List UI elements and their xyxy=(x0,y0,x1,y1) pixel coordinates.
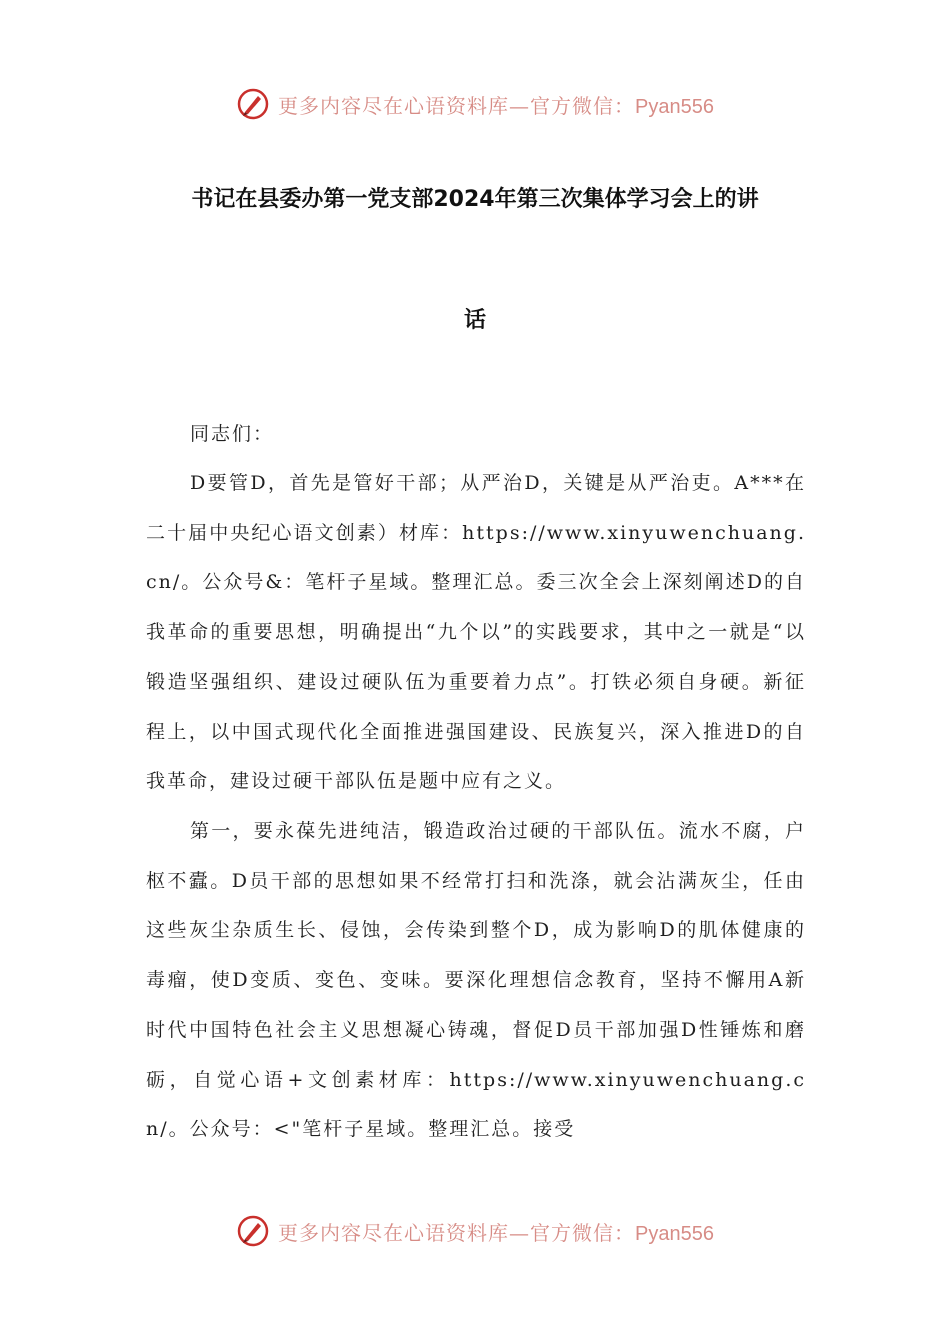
watermark-footer xyxy=(0,1211,950,1251)
watermark-header xyxy=(0,84,950,124)
body-paragraph-2: 第一，要永葆先进纯洁，锻造政治过硬的干部队伍。流水不腐，户枢不蠹。D员干部的思想如果不经常打扫和洗涤，就会沾满灰尘，任由这些灰尘杂质生长、侵蚀，会传染到整个D，成为影响D的肌体健康的毒瘤，使D变质、变色、变味。要深化理想信念教育，坚持不懈用A新时代中国特色社会主义思想凝心铸魂，督促D员干部加强D性锤炼和磨砺，自觉心语+文创素材库：https://www.xinyuwenchuang.cn/。公众号：<"笔杆子星域。整理汇总。接受 xyxy=(146,820,806,1141)
pen-logo-icon xyxy=(236,1214,270,1248)
watermark-text: 更多内容尽在心语资料库—官方微信：Pyan556 xyxy=(278,93,714,118)
pen-logo-icon xyxy=(236,87,270,121)
watermark-text: 更多内容尽在心语资料库—官方微信：Pyan556 xyxy=(278,1220,714,1245)
wechat-id: Pyan556 xyxy=(635,95,714,118)
document-title-line1: 书记在县委办第一党支部2024年第三次集体学习会上的讲 xyxy=(191,187,759,212)
wechat-id: Pyan556 xyxy=(635,1222,714,1245)
document-title-line2: 话 xyxy=(463,308,486,333)
body-paragraph-1: D要管D，首先是管好干部；从严治D，关键是从严治吏。A***在二十届中央纪心语文创素）材库：https://www.xinyuwenchuang.cn/。公众号&：笔杆子星域。整理汇总。委三次全会上深刻阐述D的自我革命的重要思想，明确提出“九个以”的实践要求，其中之一就是“以锻造坚强组织、建设过硬队伍为重要着力点”。打铁必须自身硬。新征程上，以中国式现代化全面推进强国建设、民族复兴，深入推进D的自我革命，建设过硬干部队伍是题中应有之义。 xyxy=(146,472,806,793)
greeting: 同志们： xyxy=(190,423,275,445)
